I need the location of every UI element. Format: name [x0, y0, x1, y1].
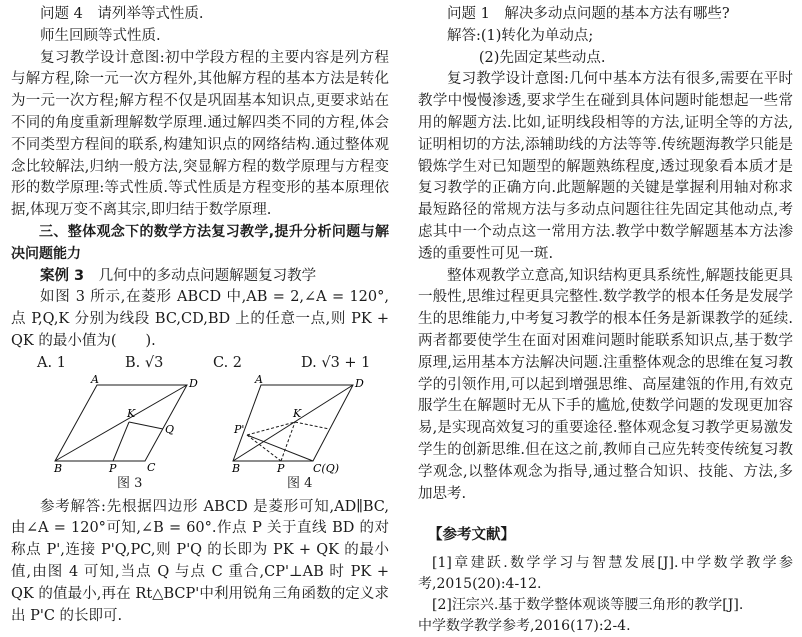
figures: [11, 372, 389, 497]
reference-1: [1]章建跃.数学学习与智慧发展[J].中学数学教学参考,2015(20):4-12.: [418, 555, 793, 593]
q1-title: 问题 1 解决多动点问题的基本方法有哪些?: [447, 6, 730, 22]
option-c: C. 2: [213, 354, 243, 371]
q4-title: 问题 4 请列举等式性质.: [40, 6, 204, 22]
fig3-label-d: D: [189, 376, 198, 390]
fig4-label-b: B: [232, 461, 241, 475]
fig4-label-a: A: [255, 372, 263, 386]
option-a: A. 1: [37, 354, 66, 371]
segment-p-prime-k: [247, 422, 295, 435]
figure-3: [54, 372, 198, 475]
reference-2: [2]汪宗兴.基于数学整体观谈等腰三角形的教学[J].: [432, 597, 744, 614]
summary-paragraph: 整体观教学立意高,知识结构更具系统性,解题技能更具一般性,思维过程更具完整性.数学教学的根本任务是发展学生的思维能力,中考复习教学的根本任务是新课教学的延续.两者都要使学生在面对困难问题时能联系知识点,基于数学原理,运用基本方法解决问题.注重整体观念的思维在复习教学的引领作用,可以起到增强思维、高屋建瓴的作用,有效克服学生在解题时无从下手的尴尬,使数学问题的发现更加容易,是实现高效复习的重要途径.整体观念复习教学更易激发学生的创新思维.但在这之前,教师自己应先转变传统复习教学观念,以整体观念为指导,通过整合知识、技能、方法,多加思考.: [418, 267, 793, 502]
figure-4-caption: 图 4: [287, 475, 313, 491]
fig4-label-d: D: [355, 376, 364, 390]
segment-kq: [129, 422, 163, 429]
fig3-label-c: C: [147, 460, 156, 474]
design-intent-paragraph-right: 复习教学设计意图:几何中基本方法有很多,需要在平时教学中慢慢渗透,要求学生在碰到具体问题时能想起一些常用的解题方法.比如,证明线段相等的方法,证明全等的方法,证明相切的方法,添辅助线的方法等等.传统题海教学只能是锻炼学生对已知题型的解题熟练程度,透过现象看本质才是复习教学的正确方向.此题解题的关键是掌握利用轴对称求最短路径的常规方法与多动点问题往往先固定其他动点,考虑其中一个动点这一常用方法.教学中数学解题基本方法渗透的重要性可见一斑.: [418, 71, 793, 262]
fig4-label-c-q: C(Q): [313, 461, 340, 475]
right-column: [418, 4, 793, 637]
case-title: 几何中的多动点问题解题复习教学: [98, 267, 317, 284]
reference-answer: 参考解答:先根据四边形 ABCD 是菱形可知,AD∥BC,由∠A = 120°可知,∠B = 60°.作点 P 关于直线 BD 的对称点 P',连接 P'Q,PC,则 P'Q 的长即为 PK + QK 的最小值,由图 4 可知,当点 Q 与点 C 重合,CP'⊥AB 时 PK + QK 的值最小,再在 Rt△BCP'中利用锐角三角函数的定义求出 P'C 的长即可.: [11, 498, 389, 624]
fig3-label-q: Q: [165, 422, 175, 436]
segment-p-k: [281, 422, 295, 461]
fig3-label-b: B: [54, 461, 63, 475]
q1-answer-2: (2)先固定某些动点.: [478, 49, 606, 66]
section-heading: 三、整体观念下的数学方法复习教学,提升分析问题与解决问题能力: [11, 223, 389, 262]
q1-answer-1: 解答:(1)转化为单动点;: [447, 27, 594, 44]
fig4-label-k: K: [293, 406, 302, 420]
segment-pk: [113, 422, 129, 461]
q4-answer: 师生回顾等式性质.: [40, 27, 161, 44]
option-b: B. √3: [125, 354, 164, 371]
case-title-line: [11, 266, 389, 288]
left-column: [11, 4, 389, 627]
fig4-label-p: P: [277, 461, 285, 475]
case-label: 案例 3: [40, 267, 85, 284]
option-d: D. √3 + 1: [301, 354, 371, 371]
fig4-label-p-prime: P': [234, 422, 245, 436]
fig3-label-k: K: [127, 406, 136, 420]
fig3-label-p: P: [109, 461, 117, 475]
segment-p-p-prime: [247, 435, 281, 461]
figure-3-caption: 图 3: [117, 475, 143, 491]
segment-p-prime-c: [247, 435, 313, 461]
reference-2-continued: 中学数学教学参考,2016(17):2-4.: [418, 618, 631, 635]
design-intent-paragraph: 复习教学设计意图:初中学段方程的主要内容是列方程与解方程,除一元一次方程外,其他解方程的基本方法是转化为一元一次方程;解方程不仅是巩固基本知识点,更要求站在不同的角度重新理解数学原理.通过解四类不同的方程,体会不同类型方程间的联系,构建知识点的网络结构.通过整体观念比较解法,归纳一般方法,突显解方程的数学原理与方程变形的数学原理:等式性质.等式性质是方程变形的基本原理依据,体现万变不离其宗,即归结于数学原理.: [11, 49, 389, 219]
problem-statement: 如图 3 所示,在菱形 ABCD 中,AB = 2,∠A = 120°,点 P,Q,K 分别为线段 BC,CD,BD 上的任意一点,则 PK + QK 的最小值为( ).: [11, 289, 389, 349]
segment-k-q: [295, 422, 329, 429]
references-title: 【参考文献】: [428, 527, 515, 544]
figure-4: [232, 372, 365, 475]
answer-options: [11, 353, 389, 375]
fig3-label-a: A: [91, 372, 99, 386]
